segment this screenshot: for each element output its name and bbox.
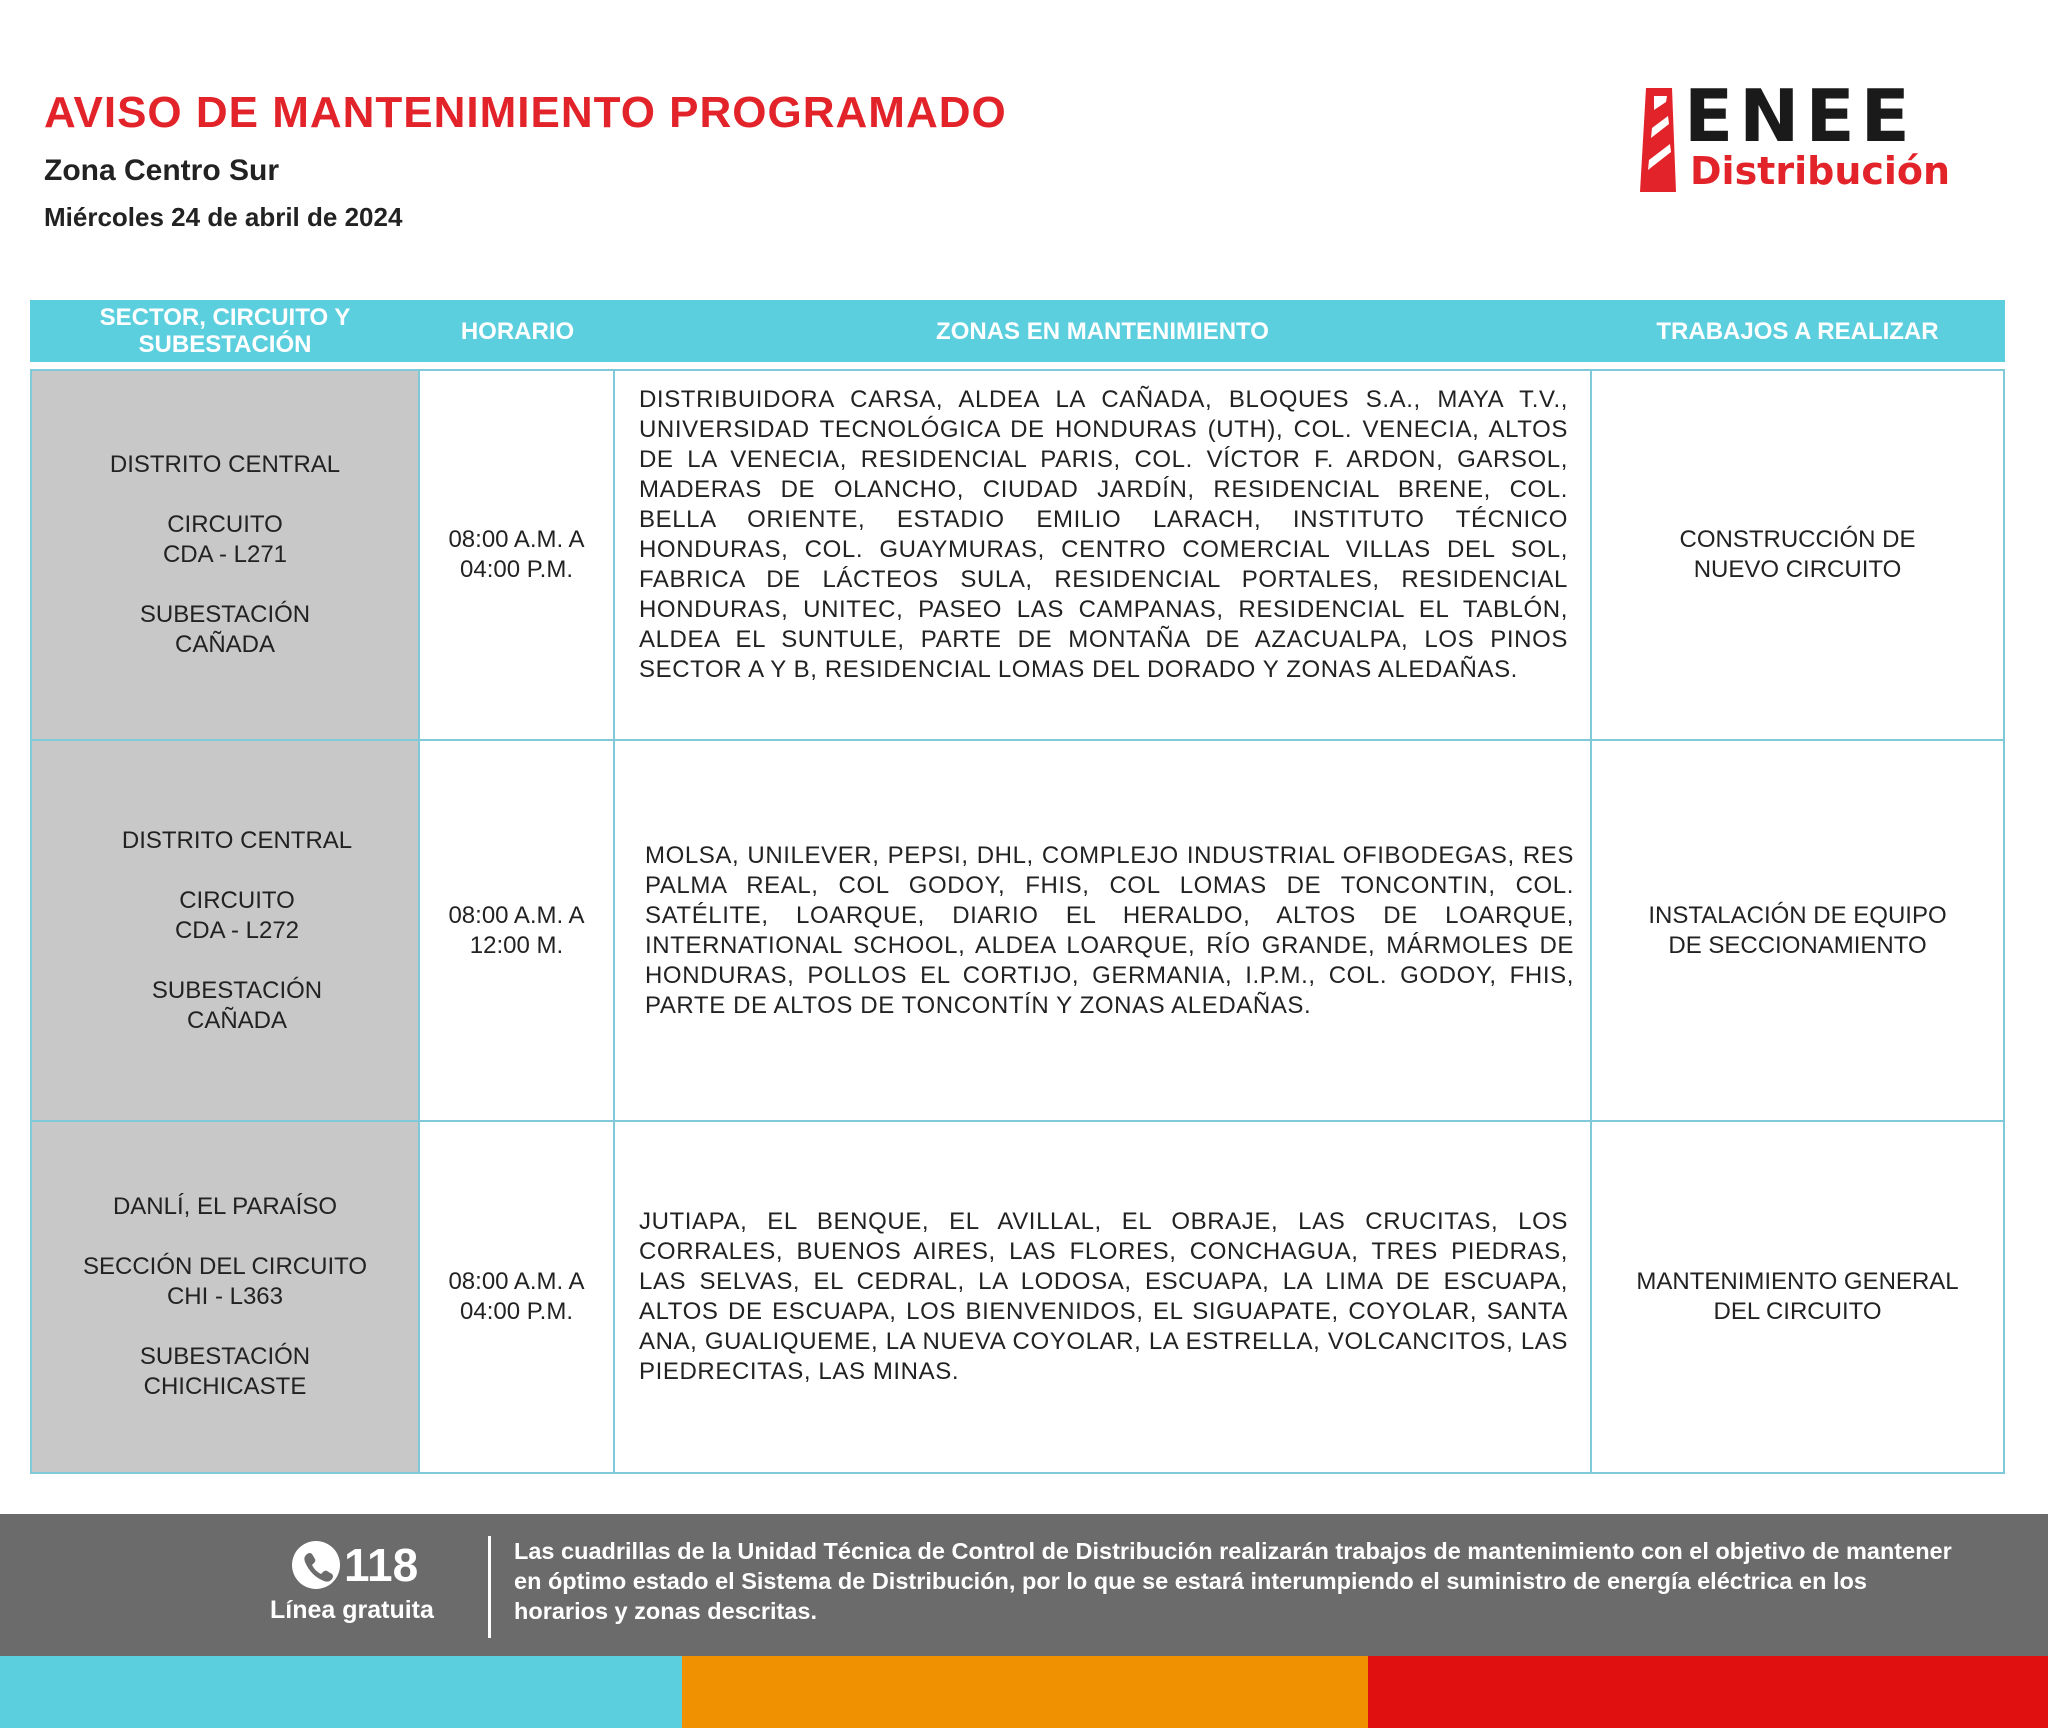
substation-label: SUBESTACIÓN: [151, 976, 323, 1004]
table-row: [30, 369, 2005, 741]
tower-logo-icon: [1640, 88, 1676, 192]
sector-location: DISTRITO CENTRAL: [121, 826, 353, 854]
color-band-orange: [682, 1656, 1368, 1728]
work-text: CONSTRUCCIÓN DE NUEVO CIRCUITO: [1679, 526, 1916, 583]
footer-notice: Las cuadrillas de la Unidad Técnica de Control de Distribución realizarán trabajos de mantenimiento con el objetivo de mantener en óptimo estado el Sistema de Distribución, por lo que se estará interumpiendo el suministro de energía eléctrica en los horarios y zonas descritas.: [514, 1538, 1952, 1624]
hotline-label: Línea gratuita: [270, 1596, 434, 1624]
substation-label: SUBESTACIÓN: [139, 1343, 311, 1370]
schedule-cell: [418, 739, 615, 1122]
header-horario: HORARIO: [460, 317, 575, 345]
substation-name: CAÑADA: [174, 631, 276, 658]
schedule-text: 08:00 A.M. A 04:00 P.M.: [448, 526, 585, 583]
color-band-cyan: [0, 1656, 682, 1728]
zones-cell: [613, 1120, 1592, 1474]
zones-text: MOLSA, UNILEVER, PEPSI, DHL, COMPLEJO INDUSTRIAL OFIBODEGAS, RES PALMA REAL, COL GODOY, FHIS, COL LOMAS DE TONCONTIN, COL. SATÉLITE, LOARQUE, DIARIO EL HERALDO, ALTOS DE LOARQUE, INTERNATIONAL SCHOOL, ALDEA LOARQUE, RÍO GRANDE, MÁRMOLES DE HONDURAS, POLLOS EL CORTIJO, GERMANIA, I.P.M., COL. GODOY, FHIS, PARTE DE ALTOS DE TONCONTÍN Y ZONAS ALEDAÑAS.: [645, 841, 1574, 1019]
zones-text: DISTRIBUIDORA CARSA, ALDEA LA CAÑADA, BLOQUES S.A., MAYA T.V., UNIVERSIDAD TECNOLÓGICA DE HONDURAS (UTH), COL. VENECIA, ALTOS DE LA VENECIA, RESIDENCIAL PARIS, COL. VÍCTOR F. ARDON, GARSOL, MADERAS DE OLANCHO, CIUDAD JARDÍN, RESIDENCIAL BRENE, COL. BELLA ORIENTE, ESTADIO EMILIO LARACH, INSTITUTO TÉCNICO HONDURAS, COL. GUAYMURAS, CENTRO COMERCIAL VILLAS DEL SOL, FABRICA DE LÁCTEOS SULA, RESIDENCIAL PORTALES, RESIDENCIAL HONDURAS, UNITEC, PASEO LAS CAMPANAS, RESIDENCIAL EL TABLÓN, ALDEA EL SUNTULE, PARTE DE MONTAÑA DE AZACUALPA, LOS PINOS SECTOR A Y B, RESIDENCIAL LOMAS DEL DORADO Y ZONAS ALEDAÑAS.: [639, 386, 1568, 683]
work-cell: [1590, 1120, 2005, 1474]
phone-icon: [292, 1541, 340, 1589]
enee-logo: [1640, 74, 1985, 196]
circuit-code: CDA - L271: [162, 541, 288, 568]
table-row: [30, 739, 2005, 1122]
work-cell: [1590, 369, 2005, 741]
header-trabajos: TRABAJOS A REALIZAR: [1656, 317, 1939, 345]
notice-date: Miércoles 24 de abril de 2024: [44, 202, 403, 232]
table-row: [30, 1120, 2005, 1474]
zones-text: JUTIAPA, EL BENQUE, EL AVILLAL, EL OBRAJE, LAS CRUCITAS, LOS CORRALES, BUENOS AIRES, LAS FLORES, CONCHAGUA, TRES PIEDRAS, LAS SELVAS, EL CEDRAL, LA LODOSA, ESCUAPA, LA LIMA DE ESCUAPA, ALTOS DE ESCUAPA, LOS BIENVENIDOS, EL SIGUAPATE, COYOLAR, SANTA ANA, GUALIQUEME, LA NUEVA COYOLAR, LA ESTRELLA, VOLCANCITOS, LAS PIEDRECITAS, LAS MINAS.: [639, 1208, 1568, 1385]
footer-divider: [488, 1536, 491, 1638]
schedule-text: 08:00 A.M. A 04:00 P.M.: [448, 1268, 585, 1325]
circuit-code: CHI - L363: [166, 1283, 284, 1310]
sector-location: DANLÍ, EL PARAÍSO: [112, 1193, 338, 1220]
work-text: MANTENIMIENTO GENERAL DEL CIRCUITO: [1636, 1268, 1959, 1325]
schedule-text: 08:00 A.M. A 12:00 M.: [448, 901, 585, 959]
sector-cell: [30, 739, 420, 1122]
schedule-cell: [418, 369, 615, 741]
header-sector: SECTOR, CIRCUITO Y SUBESTACIÓN: [99, 304, 351, 358]
circuit-label: CIRCUITO: [167, 511, 283, 538]
logo-subtitle: Distribución: [1690, 149, 1951, 193]
page-title: AVISO DE MANTENIMIENTO PROGRAMADO: [44, 88, 1007, 137]
sector-cell: [30, 369, 420, 741]
substation-name: CAÑADA: [186, 1006, 288, 1034]
circuit-label: CIRCUITO: [179, 886, 295, 914]
schedule-cell: [418, 1120, 615, 1474]
substation-name: CHICHICASTE: [143, 1373, 307, 1400]
color-band-red: [1368, 1656, 2048, 1728]
logo-wordmark: ENEE: [1684, 74, 1916, 158]
circuit-code: CDA - L272: [174, 916, 300, 944]
sector-cell: [30, 1120, 420, 1474]
hotline-number: 118: [344, 1539, 419, 1591]
zones-cell: [613, 369, 1592, 741]
work-text: INSTALACIÓN DE EQUIPO DE SECCIONAMIENTO: [1648, 901, 1947, 959]
zones-cell: [613, 739, 1592, 1122]
sector-location: DISTRITO CENTRAL: [109, 451, 341, 478]
work-cell: [1590, 739, 2005, 1122]
table-header: [30, 300, 2005, 362]
substation-label: SUBESTACIÓN: [139, 601, 311, 628]
zone-subtitle: Zona Centro Sur: [44, 154, 280, 187]
circuit-label: SECCIÓN DEL CIRCUITO: [82, 1253, 368, 1280]
header-zonas: ZONAS EN MANTENIMIENTO: [936, 317, 1269, 345]
footer-bar: [0, 1514, 2048, 1656]
